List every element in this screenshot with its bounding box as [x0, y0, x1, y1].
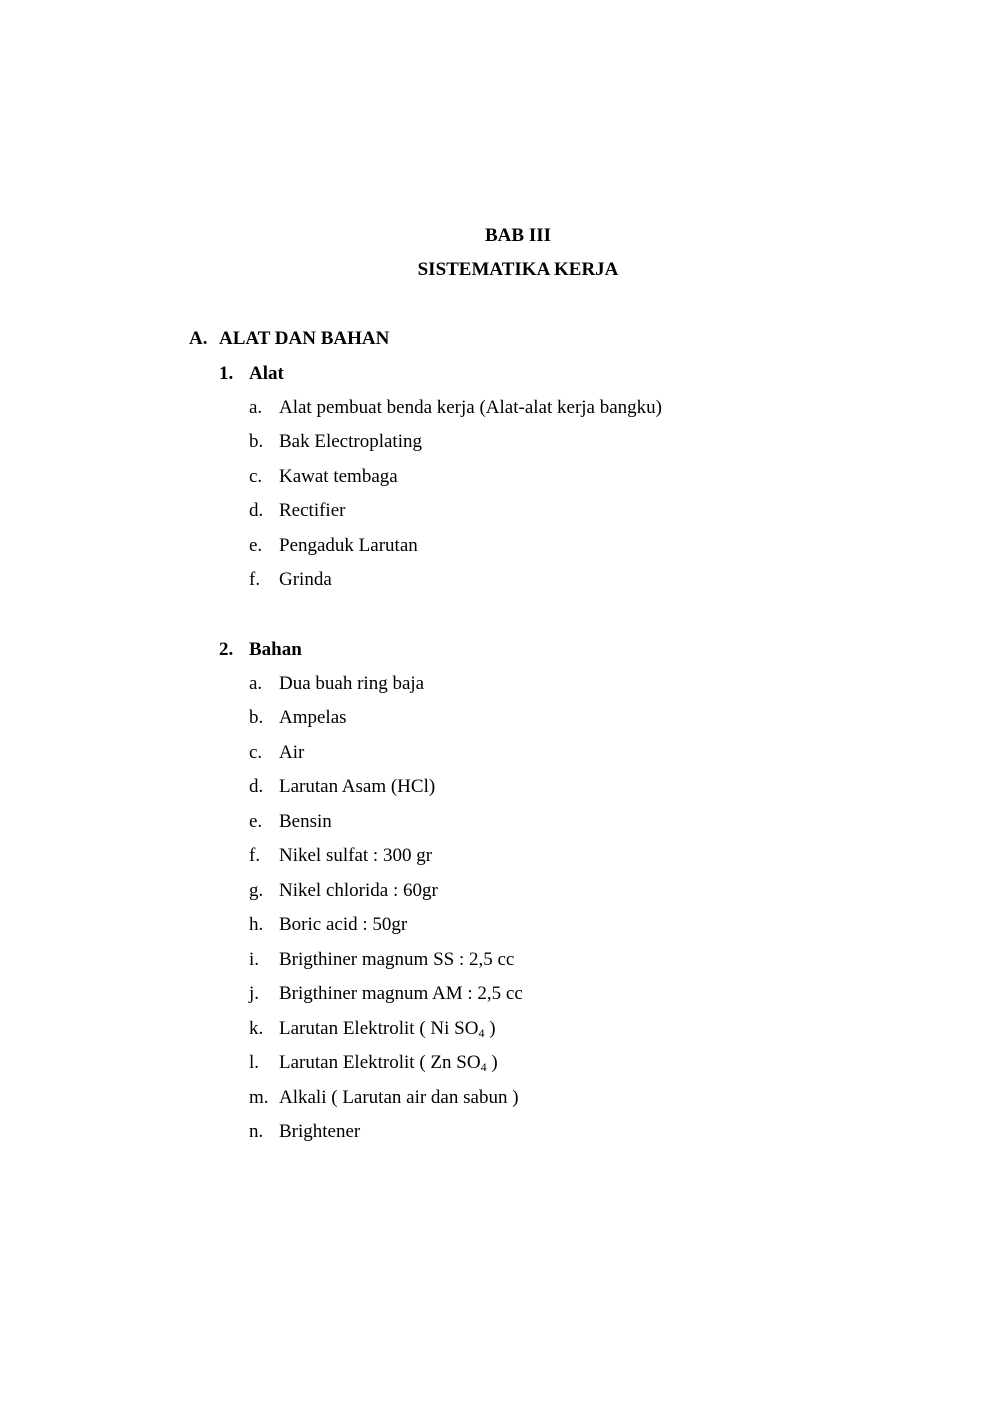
section-heading — [189, 328, 389, 350]
section-marker: A. — [189, 328, 208, 349]
list-item — [249, 776, 435, 798]
list-item — [249, 880, 438, 902]
list-item — [249, 466, 398, 488]
list-text: Rectifier — [279, 500, 346, 521]
list-item — [249, 673, 424, 695]
list-item — [249, 1087, 519, 1109]
list-text-main: Larutan Elektrolit ( Ni SO — [279, 1018, 479, 1039]
list-text: Brightener — [279, 1121, 361, 1142]
list-text: Kawat tembaga — [279, 466, 398, 487]
list-marker: a. — [249, 397, 263, 418]
list-item — [249, 431, 422, 453]
chapter-title: SISTEMATIKA KERJA — [417, 259, 619, 280]
list-text: Brigthiner magnum AM : 2,5 cc — [279, 983, 523, 1004]
list-text: Alat pembuat benda kerja (Alat-alat kerja bangku) — [279, 397, 662, 418]
chapter-number: BAB III — [485, 225, 551, 246]
list-item — [249, 914, 407, 936]
list-item — [249, 742, 304, 764]
list-marker: k. — [249, 1018, 264, 1039]
list-text: Boric acid : 50gr — [279, 914, 408, 935]
list-item — [249, 707, 347, 729]
list-item — [249, 569, 332, 591]
list-marker: g. — [249, 880, 264, 901]
list-marker: d. — [249, 776, 264, 797]
list-marker: e. — [249, 811, 263, 832]
subscript: 4 — [480, 1060, 487, 1074]
list-item — [249, 949, 514, 971]
list-text: Bak Electroplating — [279, 431, 422, 452]
list-marker: l. — [249, 1052, 260, 1073]
subsection-title: Bahan — [249, 639, 302, 660]
list-text: Larutan Asam (HCl) — [279, 776, 436, 797]
list-item — [249, 811, 332, 833]
list-marker: f. — [249, 569, 261, 590]
list-text: Grinda — [279, 569, 332, 590]
list-marker: b. — [249, 431, 264, 452]
subsection-marker: 2. — [219, 639, 234, 660]
list-text: Nikel sulfat : 300 gr — [279, 845, 433, 866]
list-text: Dua buah ring baja — [279, 673, 425, 694]
list-item — [249, 397, 662, 419]
list-item — [249, 535, 418, 557]
list-text: Nikel chlorida : 60gr — [279, 880, 438, 901]
section-title: ALAT DAN BAHAN — [219, 328, 390, 349]
list-text: Ampelas — [279, 707, 347, 728]
list-marker: m. — [249, 1087, 269, 1108]
list-marker: e. — [249, 535, 263, 556]
subsection-bahan-heading — [219, 639, 302, 661]
list-marker: c. — [249, 742, 263, 763]
list-text: Bensin — [279, 811, 332, 832]
subscript: 4 — [478, 1026, 485, 1040]
list-text: Brigthiner magnum SS : 2,5 cc — [279, 949, 515, 970]
list-text: Air — [279, 742, 305, 763]
list-text-main: Larutan Elektrolit ( Zn SO — [279, 1052, 481, 1073]
list-marker: h. — [249, 914, 264, 935]
list-marker: i. — [249, 949, 260, 970]
list-item — [249, 1052, 498, 1074]
list-marker: b. — [249, 707, 264, 728]
list-item — [249, 1121, 360, 1143]
list-item — [249, 845, 432, 867]
list-item — [249, 1018, 496, 1040]
list-marker: f. — [249, 845, 261, 866]
list-text-tail: ) — [484, 1018, 496, 1039]
subsection-marker: 1. — [219, 363, 234, 384]
list-item — [249, 500, 345, 522]
list-item — [249, 983, 523, 1005]
list-text — [279, 1018, 496, 1039]
list-marker: d. — [249, 500, 264, 521]
list-marker: a. — [249, 673, 263, 694]
list-text: Alkali ( Larutan air dan sabun ) — [279, 1087, 519, 1108]
list-marker: c. — [249, 466, 263, 487]
list-text-tail: ) — [486, 1052, 498, 1073]
list-text: Pengaduk Larutan — [279, 535, 418, 556]
list-marker: n. — [249, 1121, 264, 1142]
list-text — [279, 1052, 498, 1073]
list-marker: j. — [249, 983, 260, 1004]
subsection-title: Alat — [249, 363, 284, 384]
subsection-alat-heading — [219, 363, 284, 385]
